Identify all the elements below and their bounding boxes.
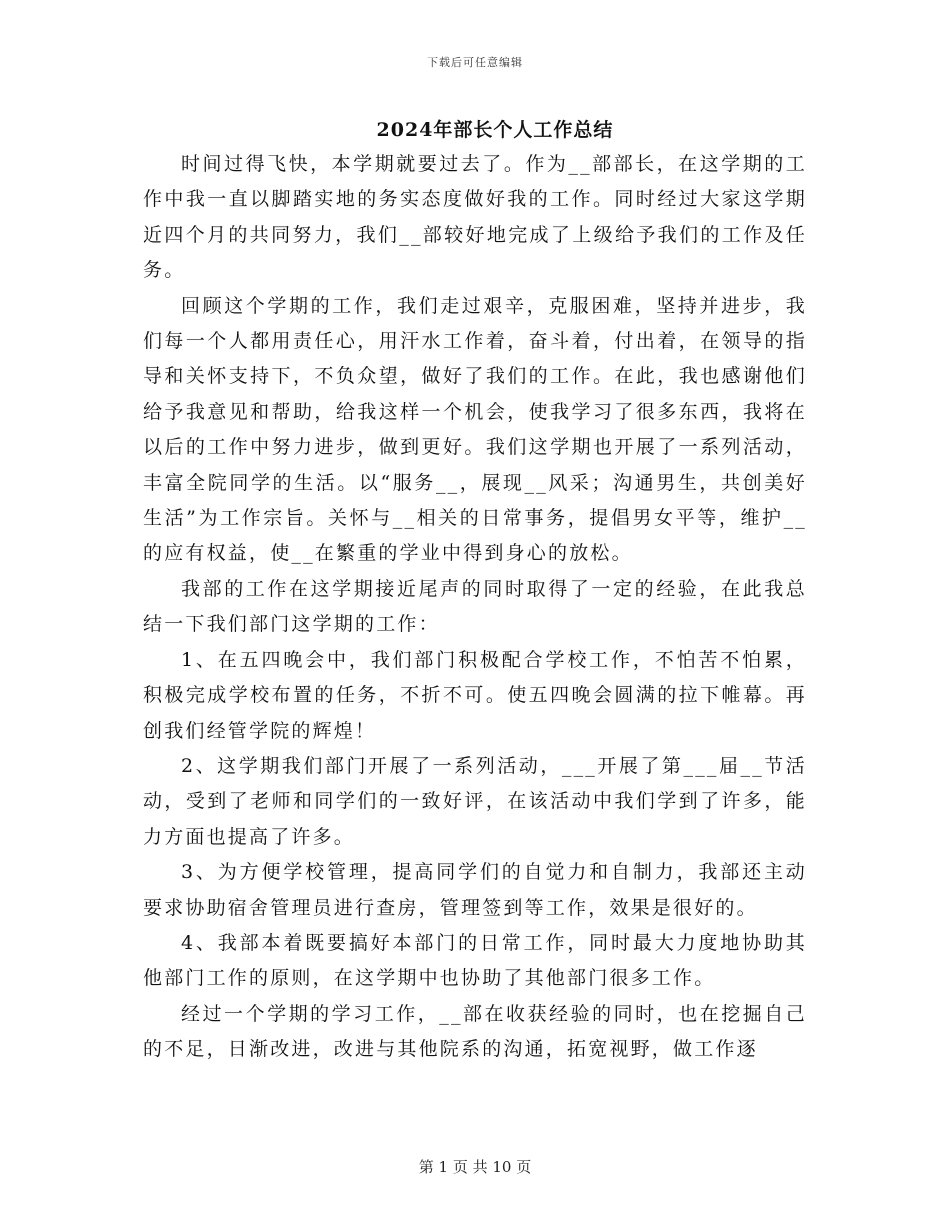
paragraph-2: 回顾这个学期的工作，我们走过艰辛，克服困难，坚持并进步，我们每一个人都用责任心，用汗水工作着，奋斗着，付出着，在领导的指导和关怀支持下，不负众望，做好了我们的工作。在此，我也感谢他们给予我意见和帮助，给我这样一个机会，使我学习了很多东西，我将在以后的工作中努力进步，做到更好。我们这学期也开展了一系列活动，丰富全院同学的生活。以“服务__，展现__风采；沟通男生，共创美好生活”为工作宗旨。关怀与__相关的日常事务，提倡男女平等，维护__的应有权益，使__在繁重的学业中得到身心的放松。 (143, 294, 807, 565)
page-number-footer: 第 1 页 共 10 页 (418, 1158, 532, 1176)
header-note: 下载后可任意编辑 (427, 56, 523, 69)
paragraph-8: 经过一个学期的学习工作，__部在收获经验的同时，也在挖掘自己的不足，日渐改进，改进与其他院系的沟通，拓宽视野，做工作逐 (143, 1002, 807, 1061)
paragraph-1: 时间过得飞快，本学期就要过去了。作为__部部长，在这学期的工作中我一直以脚踏实地的务实态度做好我的工作。同时经过大家这学期近四个月的共同努力，我们__部较好地完成了上级给予我们的工作及任务。 (143, 153, 807, 282)
paragraph-5: 2、这学期我们部门开展了一系列活动，___开展了第___届__节活动，受到了老师和同学们的一致好评，在该活动中我们学到了许多，能力方面也提高了许多。 (143, 754, 807, 848)
document-title: 2024年部长个人工作总结 (376, 119, 614, 141)
paragraph-4: 1、在五四晚会中，我们部门积极配合学校工作，不怕苦不怕累，积极完成学校布置的任务，不折不可。使五四晚会圆满的拉下帷幕。再创我们经管学院的辉煌！ (143, 648, 807, 742)
paragraph-3: 我部的工作在这学期接近尾声的同时取得了一定的经验，在此我总结一下我们部门这学期的工作： (143, 577, 807, 636)
document-body (143, 147, 807, 1068)
paragraph-7: 4、我部本着既要搞好本部门的日常工作，同时最大力度地协助其他部门工作的原则，在这学期中也协助了其他部门很多工作。 (143, 931, 807, 990)
paragraph-6: 3、为方便学校管理，提高同学们的自觉力和自制力，我部还主动要求协助宿舍管理员进行查房，管理签到等工作，效果是很好的。 (143, 861, 807, 919)
